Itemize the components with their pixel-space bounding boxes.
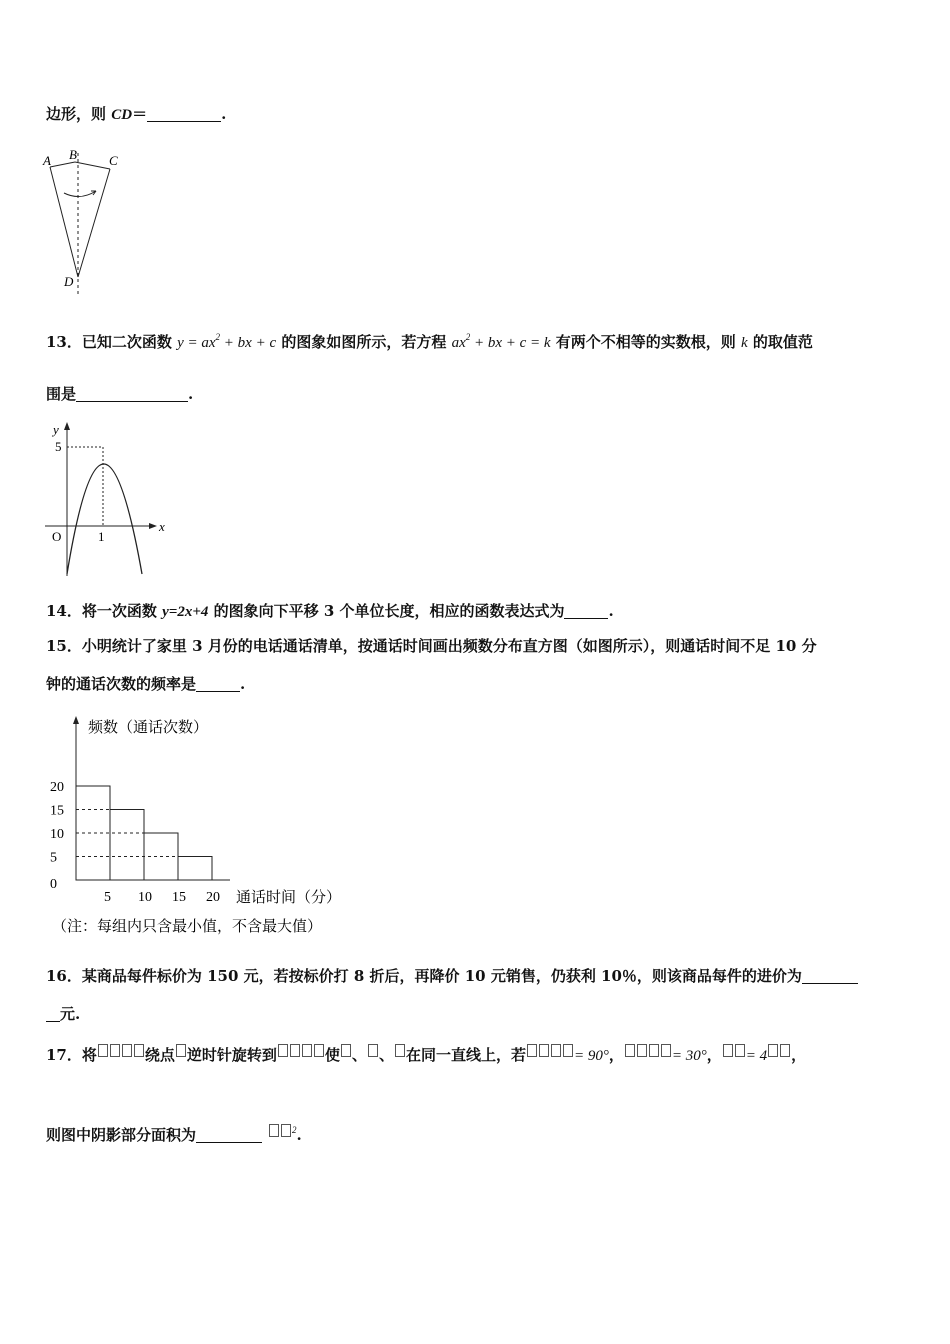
hist-note: （注：每组内只含最小值，不含最大值） bbox=[52, 919, 323, 935]
rotation-arrow bbox=[64, 191, 96, 197]
q17-answer-blank[interactable] bbox=[196, 1128, 262, 1143]
q12-answer-blank[interactable] bbox=[147, 107, 221, 122]
q13-exp1: 2 bbox=[215, 332, 221, 342]
q13-parabola-graph bbox=[40, 418, 175, 578]
q17-text6: 、 bbox=[378, 1046, 394, 1064]
tick-x-1: 1 bbox=[98, 529, 105, 544]
label-a: A bbox=[43, 153, 51, 168]
q16-end: 元. bbox=[60, 1005, 81, 1023]
q14-formula: y=2x+4 bbox=[162, 604, 209, 620]
hist-ytick-5: 5 bbox=[50, 850, 57, 866]
placeholder-glyph-icon bbox=[723, 1044, 733, 1057]
placeholder-glyph-icon bbox=[176, 1044, 186, 1057]
edge-bc bbox=[75, 162, 110, 169]
x-axis-label: x bbox=[159, 519, 165, 534]
placeholder-glyph-icon bbox=[563, 1044, 573, 1057]
q17-exp: 2 bbox=[292, 1125, 297, 1135]
q16-line1 bbox=[46, 965, 858, 986]
placeholder-glyph-icon bbox=[735, 1044, 745, 1057]
hist-ytick-20: 20 bbox=[50, 780, 64, 795]
q13-formula1-rest: + bx + c bbox=[220, 335, 277, 351]
hist-ytick-0: 0 bbox=[50, 877, 57, 892]
q17-comma2: ， bbox=[706, 1046, 722, 1064]
placeholder-glyph-icon bbox=[395, 1044, 405, 1057]
q14-end: . bbox=[608, 602, 614, 620]
hist-xtick-15: 15 bbox=[172, 890, 186, 905]
placeholder-glyph-icon bbox=[768, 1044, 778, 1057]
parabola-curve bbox=[67, 464, 142, 574]
q14-text2: 的图象向下平移 3 个单位长度，相应的函数表达式为 bbox=[208, 602, 565, 620]
placeholder-glyph-icon bbox=[341, 1044, 351, 1057]
hist-x-label: 通话时间（分） bbox=[236, 890, 342, 906]
q17-comma1: ， bbox=[608, 1046, 624, 1064]
edge-cd bbox=[78, 169, 110, 277]
q17-text1: 17．将 bbox=[46, 1046, 97, 1064]
q17-text3: 逆时针旋转到 bbox=[186, 1046, 277, 1064]
q14-answer-blank[interactable] bbox=[564, 604, 608, 619]
q13-exp2: 2 bbox=[465, 332, 471, 342]
q13-text-mid2: 有两个不相等的实数根，则 bbox=[550, 333, 742, 351]
q17-line2-text: 则图中阴影部分面积为 bbox=[46, 1126, 197, 1144]
label-c: C bbox=[109, 153, 118, 168]
q14-text: 14．将一次函数 bbox=[46, 602, 163, 620]
hist-xtick-5: 5 bbox=[104, 890, 111, 905]
y-axis-label: y bbox=[53, 422, 59, 437]
q17-line1 bbox=[46, 1044, 806, 1065]
placeholder-glyph-icon bbox=[539, 1044, 549, 1057]
hist-bar-2 bbox=[110, 810, 144, 881]
q12-text: 边形，则 bbox=[46, 105, 112, 123]
q15-end: . bbox=[240, 675, 246, 693]
placeholder-glyph-icon bbox=[290, 1044, 300, 1057]
q17-text5: 、 bbox=[351, 1046, 367, 1064]
x-axis-arrow-icon bbox=[149, 523, 157, 529]
q15-line1 bbox=[46, 635, 817, 656]
placeholder-glyph-icon bbox=[637, 1044, 647, 1057]
q13-text-end: 的取值范 bbox=[747, 333, 813, 351]
placeholder-glyph-icon bbox=[527, 1044, 537, 1057]
q13-line1 bbox=[46, 331, 813, 352]
q17-text2: 绕点 bbox=[144, 1046, 175, 1064]
q13-var-k: k bbox=[741, 335, 748, 351]
q17-text7: 在同一直线上，若 bbox=[405, 1046, 526, 1064]
placeholder-glyph-icon bbox=[269, 1124, 279, 1137]
q12-tail-line bbox=[46, 103, 226, 124]
hist-marks bbox=[50, 780, 220, 905]
placeholder-glyph-icon bbox=[110, 1044, 120, 1057]
q16-line2 bbox=[46, 1003, 80, 1024]
placeholder-glyph-icon bbox=[302, 1044, 312, 1057]
placeholder-glyph-icon bbox=[649, 1044, 659, 1057]
hist-bar-1 bbox=[76, 786, 110, 880]
hist-bar-4 bbox=[178, 857, 212, 881]
q13-formula1: y = ax bbox=[177, 335, 216, 351]
label-b: B bbox=[69, 147, 77, 162]
q15-line2-text: 钟的通话次数的频率是 bbox=[46, 675, 197, 693]
q12-var-cd: CD bbox=[111, 107, 133, 123]
placeholder-glyph-icon bbox=[134, 1044, 144, 1057]
placeholder-glyph-icon bbox=[122, 1044, 132, 1057]
hist-xtick-10: 10 bbox=[138, 890, 152, 905]
q15-text: 15．小明统计了家里 3 月份的电话通话清单，按通话时间画出频数分布直方图（如图所示），则通话时间不足 10 分 bbox=[46, 637, 817, 655]
q13-line2 bbox=[46, 383, 193, 404]
edge-ad bbox=[50, 167, 78, 277]
q12-end: . bbox=[221, 105, 227, 123]
label-d: D bbox=[64, 274, 74, 289]
y-axis-arrow-icon bbox=[64, 422, 70, 430]
tick-y-5: 5 bbox=[55, 439, 62, 454]
q13-formula2: ax bbox=[451, 335, 466, 351]
q14-line bbox=[46, 600, 614, 621]
q17-value-90: = 90° bbox=[573, 1048, 609, 1064]
q13-text: 13．已知二次函数 bbox=[46, 333, 178, 351]
placeholder-glyph-icon bbox=[98, 1044, 108, 1057]
placeholder-glyph-icon bbox=[368, 1044, 378, 1057]
q17-value-30: = 30° bbox=[671, 1048, 707, 1064]
hist-ytick-15: 15 bbox=[50, 803, 64, 819]
placeholder-glyph-icon bbox=[314, 1044, 324, 1057]
q13-formula2-rest: + bx + c = k bbox=[470, 335, 551, 351]
origin-label: O bbox=[52, 529, 62, 544]
q13-text-mid: 的图象如图所示，若方程 bbox=[276, 333, 452, 351]
placeholder-glyph-icon bbox=[780, 1044, 790, 1057]
placeholder-glyph-icon bbox=[278, 1044, 288, 1057]
q16-answer-blank[interactable] bbox=[802, 969, 858, 984]
hist-ytick-10: 10 bbox=[50, 827, 64, 842]
placeholder-glyph-icon bbox=[551, 1044, 561, 1057]
q16-answer-blank-cont[interactable] bbox=[46, 1007, 60, 1022]
edge-ab bbox=[50, 162, 75, 167]
q17-line2 bbox=[46, 1124, 302, 1145]
q17-comma3: ， bbox=[791, 1046, 807, 1064]
q13-end: . bbox=[188, 385, 194, 403]
hist-y-arrow-icon bbox=[73, 716, 79, 724]
q13-line2-text: 围是 bbox=[46, 385, 77, 403]
hist-xtick-20: 20 bbox=[206, 890, 220, 905]
q15-line2 bbox=[46, 673, 245, 694]
hist-y-label: 频数（通话次数） bbox=[88, 720, 209, 736]
q17-text4: 使 bbox=[324, 1046, 340, 1064]
q12-figure bbox=[40, 145, 130, 300]
q15-answer-blank[interactable] bbox=[196, 677, 240, 692]
q13-answer-blank[interactable] bbox=[76, 387, 188, 402]
placeholder-glyph-icon bbox=[661, 1044, 671, 1057]
q17-value-4: = 4 bbox=[745, 1048, 768, 1064]
placeholder-glyph-icon bbox=[625, 1044, 635, 1057]
q16-text: 16．某商品每件标价为 150 元，若按标价打 8 折后，再降价 10 元销售，仍获利 10％，则该商品每件的进价为 bbox=[46, 967, 802, 985]
q17-end: . bbox=[296, 1126, 302, 1144]
placeholder-glyph-icon bbox=[281, 1124, 291, 1137]
q15-histogram bbox=[40, 712, 370, 940]
q12-equals: ＝ bbox=[132, 105, 148, 123]
